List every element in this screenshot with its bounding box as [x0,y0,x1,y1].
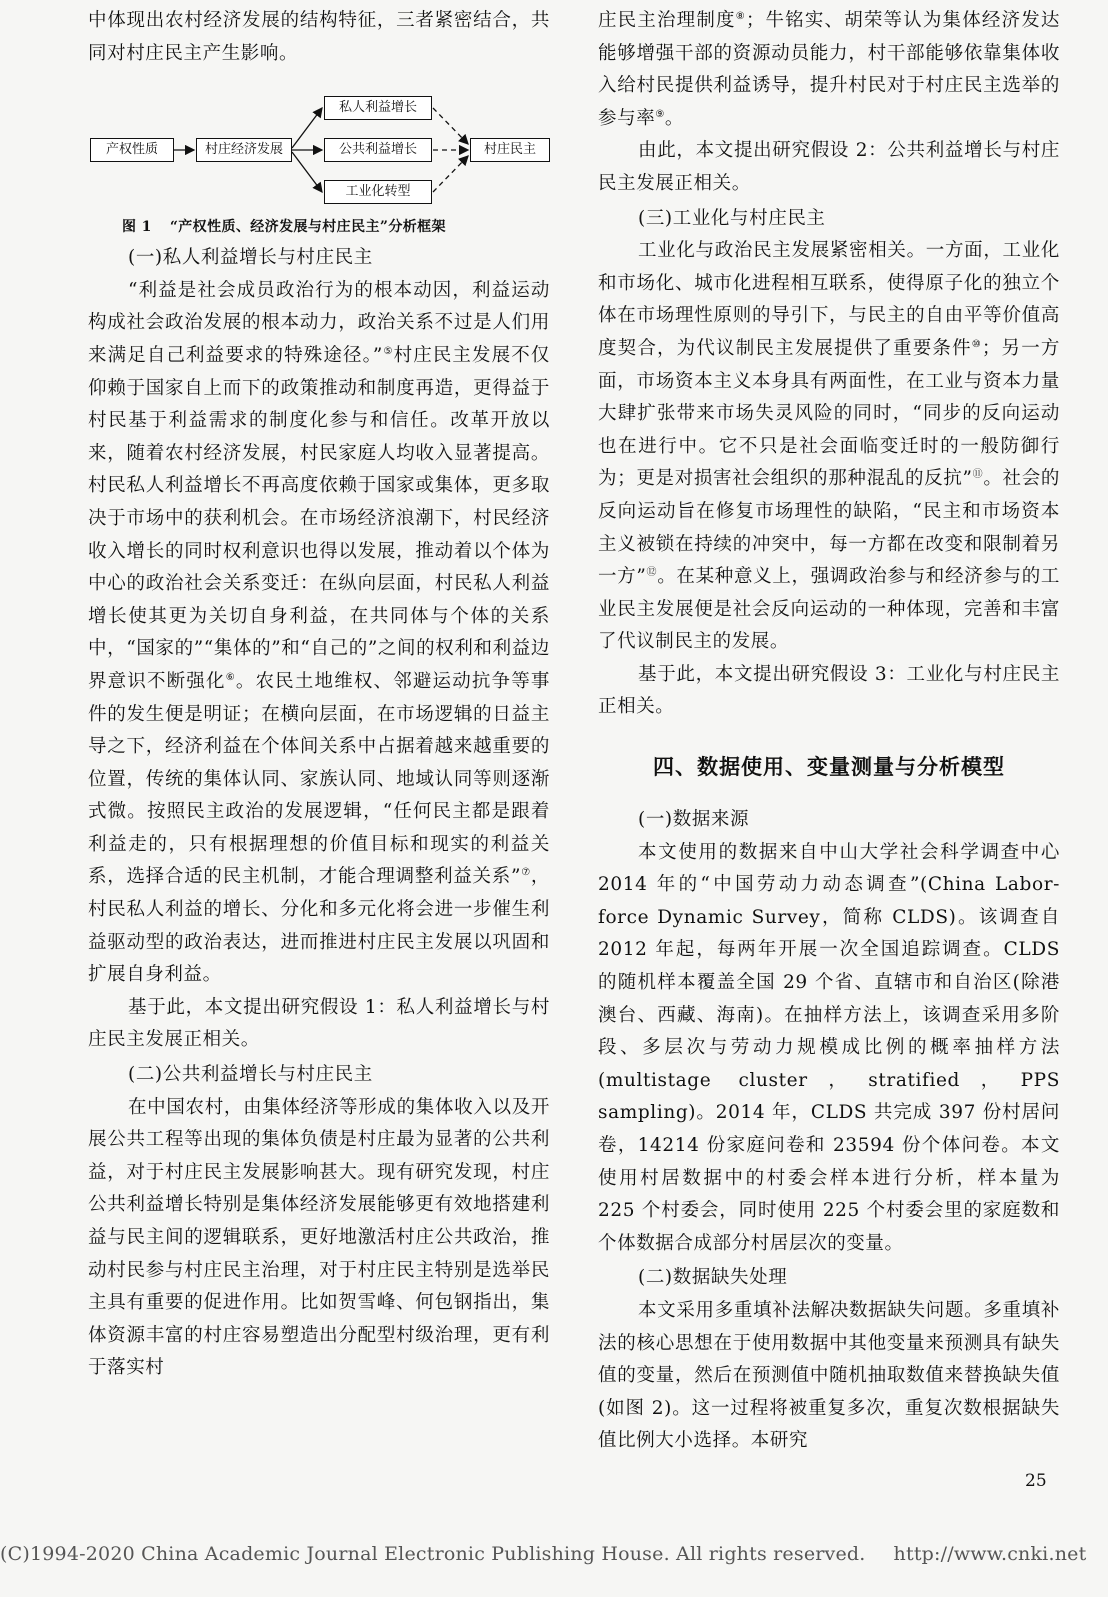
footnote-ref: ⑫ [646,566,658,578]
copyright-text: (C)1994-2020 China Academic Journal Electronic Publishing House. All rights reserved. [0,1543,866,1565]
footnote-ref: ⑪ [972,469,984,481]
right-column [598,0,1060,1458]
text-run: ；牛铭实、胡荣等认为集体经济发达能够增强干部的资源动员能力，村干部能够依靠集体收入给村民提供利益诱导，提升村民对于村庄民主选举的参与率 [598,10,1060,129]
text-run: 庄民主治理制度 [598,10,736,31]
box-public-interest: 公共利益增长 [324,138,432,162]
page-number: 25 [1025,1471,1047,1491]
section-heading-private-interest: (一)私人利益增长与村庄民主 [128,247,373,269]
text-run: “利益是社会成员政治行为的根本动因，利益运动构成社会政治发展的根本动力，政治关系不过是人们用来满足自己利益要求的特殊途径。” [88,279,550,366]
text-run: 。 [664,107,684,129]
text-run: 。农民土地维权、邻避运动抗争等事件的发生便是明证；在横向层面，在市场逻辑的日益主导之下，经济利益在个体间关系中占据着越来越重要的位置，传统的集体认同、家族认同、地域认同等则逐渐式微。按照民主政治的发展逻辑，“任何民主都是跟着利益走的，只有根据理想的价值目标和现实的利益关系，选择合适的民主机制，才能合理调整利益关系” [88,670,550,888]
section-heading-missing-data: (二)数据缺失处理 [638,1267,788,1289]
section-heading-industrialization: (三)工业化与村庄民主 [638,207,826,229]
figure-caption-number: 图 1 [122,219,152,236]
footnote-ref: ⑥ [225,671,236,683]
footnote-ref: ⑧ [735,10,746,22]
intro-paragraph: 中体现出农村经济发展的结构特征，三者紧密结合，共同对村庄民主产生影响。 [88,10,550,64]
section-heading-public-interest: (二)公共利益增长与村庄民主 [128,1064,373,1086]
hypothesis-2: 由此，本文提出研究假设 2：公共利益增长与村庄民主发展正相关。 [598,140,1060,194]
paragraph-missing-data: 本文采用多重填补法解决数据缺失问题。多重填补法的核心思想在于使用数据中其他变量来预测具有缺失值的变量，然后在预测值中随机抽取数值来替换缺失值(如图 2)。这一过程将被重复多次，重复次数根据缺失值比例大小选择。本研究 [598,1299,1060,1452]
text-run: 工业化与政治民主发展紧密相关。一方面，工业化和市场化、城市化进程相互联系，使得原子化的独立个体在市场理性原则的导引下，与民主的自由平等价值高度契合，为代议制民主发展提供了重要条件 [598,240,1060,359]
footnote-ref: ⑤ [383,345,394,357]
text-run: 。在某种意义上，强调政治参与和经济参与的工业民主发展便是社会反向运动的一种体现，完善和丰富了代议制民主的发展。 [598,566,1061,653]
figure-1-diagram [88,86,558,216]
paragraph-public-interest: 在中国农村，由集体经济等形成的集体收入以及开展公共工程等出现的集体负债是村庄最为显著的公共利益，对于村庄民主发展影响甚大。现有研究发现，村庄公共利益增长特别是集体经济发展能够更有效地搭建利益与民主间的逻辑联系，更好地激活村庄公共政治，推动村民参与村庄民主治理，对于村庄民主特别是选举民主具有重要的促进作用。比如贺雪峰、何包钢指出，集体资源丰富的村庄容易塑造出分配型村级治理，更有利于落实村 [88,1096,550,1379]
figure-caption-text: “产权性质、经济发展与村庄民主”分析框架 [169,219,446,236]
left-column [88,0,550,1385]
text-run: ；另一方面，市场资本主义本身具有两面性，在工业与资本力量大肆扩张带来市场失灵风险的同时，“同步的反向运动也在进行中。它不只是社会面临变迁时的一般防御行为；更是对损害社会组织的那种混乱的反抗” [598,337,1060,490]
hypothesis-3: 基于此，本文提出研究假设 3：工业化与村庄民主正相关。 [598,663,1060,718]
section-4-title: 四、数据使用、变量测量与分析模型 [653,754,1005,780]
text-run: 村庄民主发展不仅仰赖于国家自上而下的政策推动和制度再造，更得益于村民基于利益需求的制度化参与和信任。改革开放以来，随着农村经济发展，村民家庭人均收入显著提高。村民私人利益增长不再高度依赖于国家或集体，更多取决于市场中的获利机会。在市场经济浪潮下，村民经济收入增长的同时权利意识也得以发展，推动着以个体为中心的政治社会关系变迁：在纵向层面，村民私人利益增长使其更为关切自身利益，在共同体与个体的关系中，“国家的”“集体的”和“自己的”之间的权利和利益边界意识不断强化 [88,344,550,692]
hypothesis-1: 基于此，本文提出研究假设 1：私人利益增长与村庄民主发展正相关。 [88,996,550,1051]
footnote-ref: ⑩ [971,338,982,350]
section-heading-data-source: (一)数据来源 [638,809,750,831]
box-village-economy: 村庄经济发展 [196,138,292,162]
box-private-interest: 私人利益增长 [324,96,432,120]
paragraph-continued [598,5,1060,135]
paragraph-industrialization [598,235,1060,659]
paragraph-private-interest [88,275,550,992]
footer-url[interactable]: http://www.cnki.net [893,1543,1087,1565]
text-run: ，村民私人利益的增长、分化和多元化将会进一步催生利益驱动型的政治表达，进而推进村庄民主发展以巩固和扩展自身利益。 [88,866,550,986]
copyright-footer [0,1543,1108,1565]
footnote-ref: ⑨ [655,108,665,120]
paragraph-data-source: 本文使用的数据来自中山大学社会科学调查中心 2014 年的“中国劳动力动态调查”(China Labor-force Dynamic Survey，简称 CLDS)。该调查自 2012 年起，每两年开展一次全国追踪调查。CLDS 的随机样本覆盖全国 29 个省、直辖市和自治区(除港澳台、西藏、海南)。在抽样方法上，该调查采用多阶段、多层次与劳动力规模成比例的概率抽样方法(multistage cluster，stratified，PPS sampling)。2014 年，CLDS 共完成 397 份村居问卷，14214 份家庭问卷和 23594 份个体问卷。本文使用村居数据中的村委会样本进行分析，样本量为 225 个村委会，同时使用 225 个村委会里的家庭数和个体数据合成部分村居层次的变量。 [598,841,1060,1254]
text-run: 。社会的反向运动旨在修复市场理性的缺陷，“民主和市场资本主义被锁在持续的冲突中，每一方都在改变和限制着另一方” [598,468,1060,588]
box-property-nature: 产权性质 [90,138,174,162]
box-industrialization: 工业化转型 [324,180,432,204]
footnote-ref: ⑦ [521,867,531,879]
box-village-democracy: 村庄民主 [470,138,550,162]
figure-1-caption [122,216,550,236]
